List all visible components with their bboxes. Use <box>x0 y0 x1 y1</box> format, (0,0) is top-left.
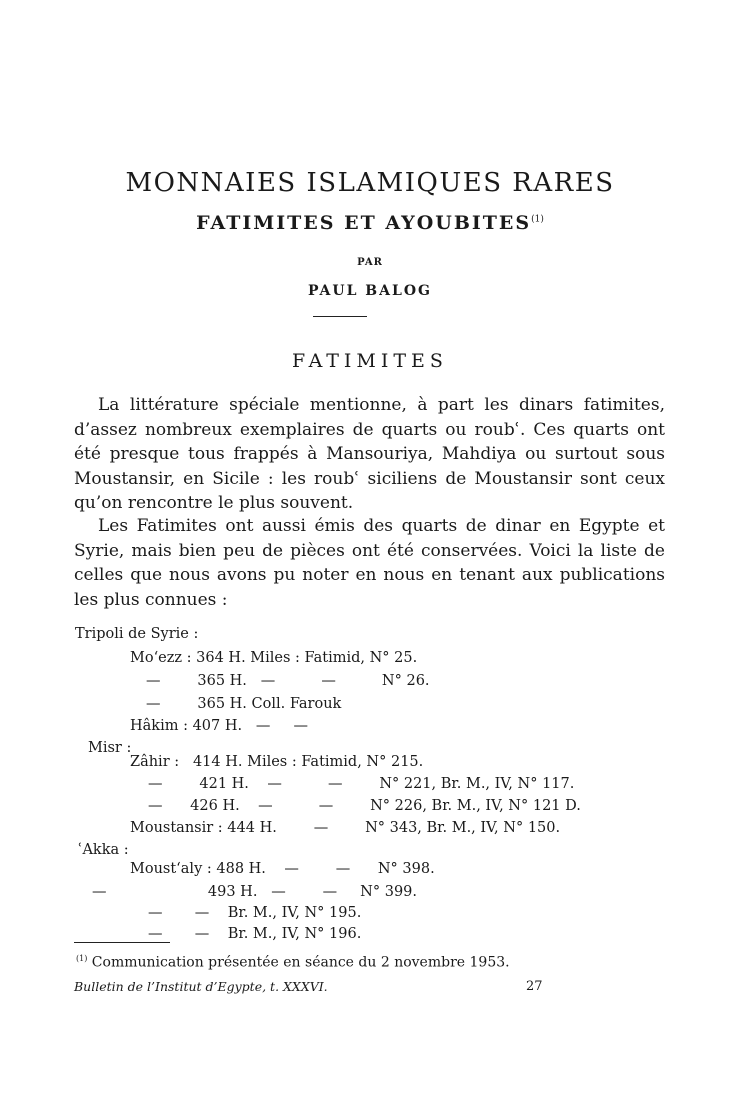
subtitle-text: FATIMITES ET AYOUBITES <box>196 212 532 234</box>
body-paragraph <box>74 514 665 612</box>
coin-entry: — 421 H. — — N° 221, Br. M., IV, N° 117. <box>148 776 575 792</box>
footnote <box>76 954 510 971</box>
coin-entry: Mo‘ezz : 364 H. Miles : Fatimid, N° 25. <box>130 650 418 666</box>
coin-entry: — 365 H. — — N° 26. <box>146 673 430 689</box>
title-divider <box>313 316 367 317</box>
paragraph-text: Les Fatimites ont aussi émis des quarts de dinar en Egypte et Syrie, mais bien peu de pièces ont été conservées. Voici la liste de celles que nous avons pu noter en nous en tenant aux publications les plus connues : <box>74 516 665 610</box>
list-heading-tripoli: Tripoli de Syrie : <box>75 626 199 642</box>
coin-entry: — 426 H. — — N° 226, Br. M., IV, N° 121 D. <box>148 798 581 814</box>
journal-citation: Bulletin de l’Institut d’Egypte, t. XXXVI. <box>74 979 328 994</box>
coin-entry: Moust‘aly : 488 H. — — N° 398. <box>130 861 435 877</box>
paragraph-text: La littérature spéciale mentionne, à part les dinars fatimites, d’assez nombreux exemplaires de quarts ou roubʿ. Ces quarts ont été presque tous frappés à Mansouriya, Mahdiya ou surtout sous Moustansir, en Sicile : les roubʿ siciliens de Moustansir sont ceux qu’on rencontre le plus souvent. <box>74 395 665 513</box>
section-title: FATIMITES <box>292 350 448 372</box>
coin-entry: Moustansir : 444 H. — N° 343, Br. M., IV, N° 150. <box>130 820 561 836</box>
list-heading-akka: ʿAkka : <box>78 842 129 858</box>
coin-entry: — 365 H. Coll. Farouk <box>146 696 342 712</box>
article-subtitle <box>0 212 740 234</box>
byline-par: PAR <box>357 257 383 268</box>
coin-entry: — — Br. M., IV, N° 195. <box>148 905 362 921</box>
coin-entry: Hâkim : 407 H. — — <box>130 718 308 734</box>
footnote-divider <box>74 942 170 943</box>
footnote-ref: (1) <box>531 214 544 225</box>
footnote-text: Communication présentée en séance du 2 novembre 1953. <box>91 954 510 971</box>
coin-entry: Zâhir : 414 H. Miles : Fatimid, N° 215. <box>130 754 424 770</box>
coin-entry: — — Br. M., IV, N° 196. <box>148 926 362 942</box>
coin-entry: — 493 H. — — N° 399. <box>92 884 418 900</box>
page-number: 27 <box>526 979 543 994</box>
list-heading-misr: Misr : <box>88 740 132 756</box>
footnote-marker: (1) <box>76 954 88 963</box>
body-paragraph <box>74 393 665 516</box>
article-title: MONNAIES ISLAMIQUES RARES <box>125 168 615 198</box>
author-name: PAUL BALOG <box>308 283 432 299</box>
